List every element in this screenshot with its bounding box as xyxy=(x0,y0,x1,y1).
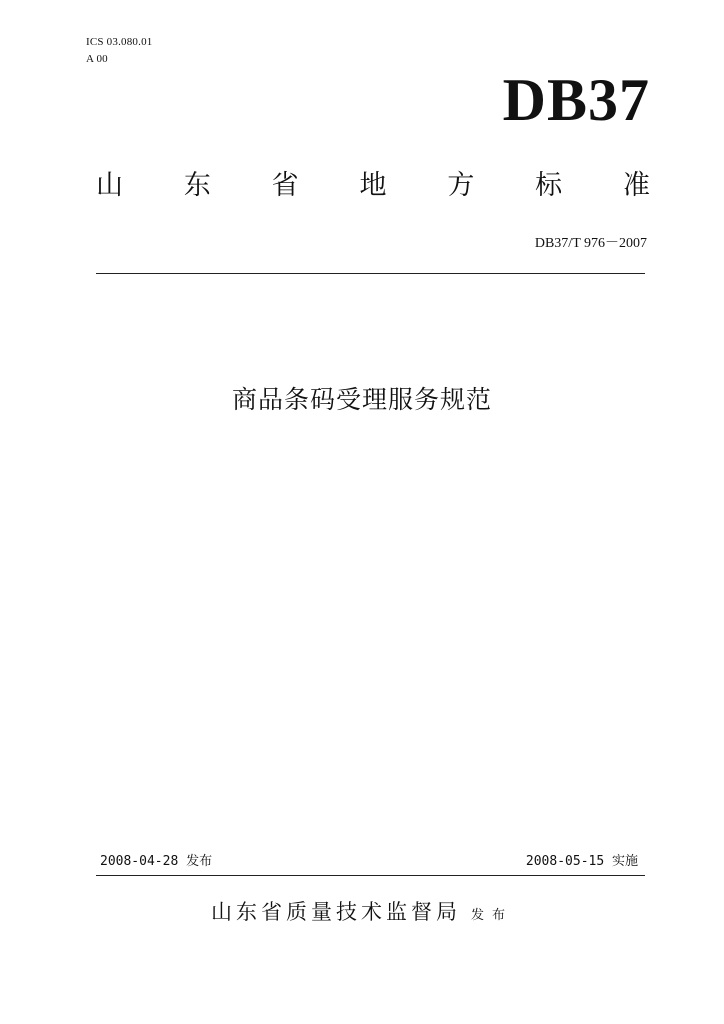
publish-date: 2008-04-28 发布 xyxy=(100,854,213,869)
date-row xyxy=(100,853,638,871)
standard-type-char: 地 xyxy=(359,170,387,201)
standard-code-prefix: DB37 xyxy=(502,67,650,133)
document-title: 商品条码受理服务规范 xyxy=(231,385,492,414)
issuer-verb: 发布 xyxy=(470,908,513,923)
ics-code: ICS 03.080.01 xyxy=(86,36,153,48)
ccs-code: A 00 xyxy=(86,53,108,65)
bottom-divider xyxy=(96,875,645,876)
classification-codes xyxy=(86,34,152,68)
issuer-name: 山东省质量技术监督局 xyxy=(210,900,461,924)
standard-type-heading xyxy=(96,170,650,202)
standard-type-char: 东 xyxy=(183,170,211,201)
issuer-row xyxy=(0,896,724,926)
standard-type-char: 标 xyxy=(535,170,563,201)
implement-date: 2008-05-15 实施 xyxy=(525,854,638,869)
top-divider xyxy=(96,273,645,274)
standard-number: DB37/T 976－2007 xyxy=(534,236,647,251)
standard-type-char: 方 xyxy=(447,170,475,201)
standard-type-char: 准 xyxy=(622,170,650,201)
standard-type-char: 省 xyxy=(271,170,299,201)
standard-type-char: 山 xyxy=(96,170,123,201)
